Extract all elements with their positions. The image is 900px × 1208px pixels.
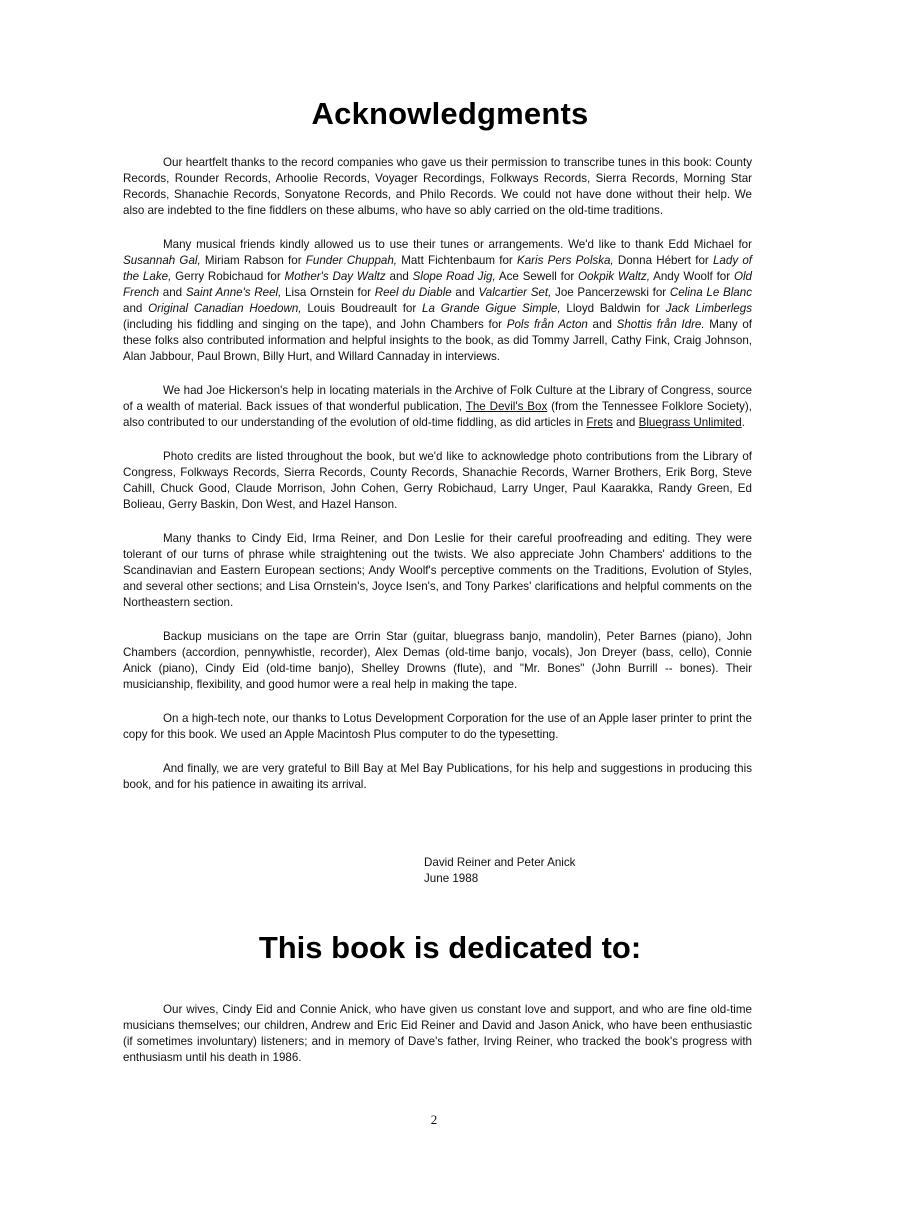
paragraph-backup-musicians: Backup musicians on the tape are Orrin Star (guitar, bluegrass banjo, mandolin), Peter Barnes (piano), John Chambers (accordion, pennywhistle, recorder), Alex Demas (old-time banjo, vocals), Jon Dreyer (bass, cello), Connie Anick (piano), Cindy Eid (old-time banjo), Shelley Drowns (flute), and "Mr. Bones" (John Burrill -- bones). Their musicianship, flexibility, and good humor were a real help in making the tape. (123, 630, 752, 691)
signature-date: June 1988 (424, 872, 479, 885)
paragraph-musical-friends: Many musical friends kindly allowed us to use their tunes or arrangements. We'd like to thank Edd Michael for Susannah Gal, Miriam Rabson for Funder Chuppah, Matt Fichtenbaum for Karis Pers Polska, Donna Hébert for Lady of the Lake, Gerry Robichaud for Mother's Day Waltz and Slope Road Jig, Ace Sewell for Ookpik Waltz, Andy Woolf for Old French and Saint Anne's Reel, Lisa Ornstein for Reel du Diable and Valcartier Set, Joe Pancerzewski for Celina Le Blanc and Original Canadian Hoedown, Louis Boudreault for La Grande Gigue Simple, Lloyd Baldwin for Jack Limberlegs (including his fiddling and singing on the tape), and John Chambers for Pols från Acton and Shottis från Idre. Many of these folks also contributed information and helpful insights to the book, as did Tommy Jarrell, Cathy Fink, Craig Johnson, Alan Jabbour, Paul Brown, Billy Hurt, and Willard Cannaday in interviews. (123, 238, 753, 363)
paragraph-high-tech: On a high-tech note, our thanks to Lotus Development Corporation for the use of an Apple laser printer to print the copy for this book. We used an Apple Macintosh Plus computer to do the typesetting. (123, 712, 752, 741)
signature-block (424, 855, 575, 887)
publication-title: Frets (586, 416, 613, 429)
publication-title: Bluegrass Unlimited (638, 416, 742, 429)
dedication-heading: This book is dedicated to: (258, 930, 642, 965)
acknowledgments-body (123, 155, 752, 811)
signature-names: David Reiner and Peter Anick (424, 856, 576, 869)
paragraph-finally: And finally, we are very grateful to Bill Bay at Mel Bay Publications, for his help and suggestions in producing this book, and for his patience in awaiting its arrival. (123, 762, 752, 791)
paragraph-dedication: Our wives, Cindy Eid and Connie Anick, who have given us constant love and support, and who are fine old-time musicians themselves; our children, Andrew and Eric Eid Reiner and David and Jason Anick, who have been enthusiastic (if sometimes involuntary) listeners; and in memory of Dave's father, Irving Reiner, who tracked the book's progress with enthusiasm until his death in 1986. (123, 1003, 752, 1064)
paragraph-record-companies: Our heartfelt thanks to the record companies who gave us their permission to transcribe tunes in this book: County Records, Rounder Records, Arhoolie Records, Voyager Recordings, Folkways Records, Sierra Records, Morning Star Records, Shanachie Records, Sonyatone Records, and Philo Records. We could not have done without their help. We also are indebted to the fine fiddlers on these albums, who have so ably carried on the old-time traditions. (123, 156, 752, 217)
dedication-body (123, 1002, 752, 1084)
paragraph-proofreading: Many thanks to Cindy Eid, Irma Reiner, and Don Leslie for their careful proofreading and editing. They were tolerant of our turns of phrase while straightening out the twists. We also appreciate John Chambers' additions to the Scandinavian and Eastern European sections; Andy Woolf's perceptive comments on the Traditions, Evolution of Styles, and several other sections; and Lisa Ornstein's, Joyce Isen's, and Tony Parkes' clarifications and helpful comments on the Northeastern section. (123, 532, 752, 609)
paragraph-photo-credits: Photo credits are listed throughout the book, but we'd like to acknowledge photo contributions from the Library of Congress, Folkways Records, Sierra Records, County Records, Shanachie Records, Warner Brothers, Erik Borg, Steve Cahill, Chuck Good, Claude Morrison, John Cohen, Gerry Robichaud, Larry Unger, Paul Kaarakka, Randy Green, Ed Bolieau, Gerry Baskin, Don West, and Hazel Hanson. (123, 450, 752, 511)
acknowledgments-heading: Acknowledgments (311, 96, 589, 131)
paragraph-library-of-congress: We had Joe Hickerson's help in locating materials in the Archive of Folk Culture at the Library of Congress, source of a wealth of material. Back issues of that wonderful publication, The Devil's Box (from the Tennessee Folklore Society), also contributed to our understanding of the evolution of old-time fiddling, as did articles in Frets and Bluegrass Unlimited. (123, 384, 752, 429)
page-number: 2 (430, 1112, 438, 1127)
publication-title: The Devil's Box (465, 400, 548, 413)
